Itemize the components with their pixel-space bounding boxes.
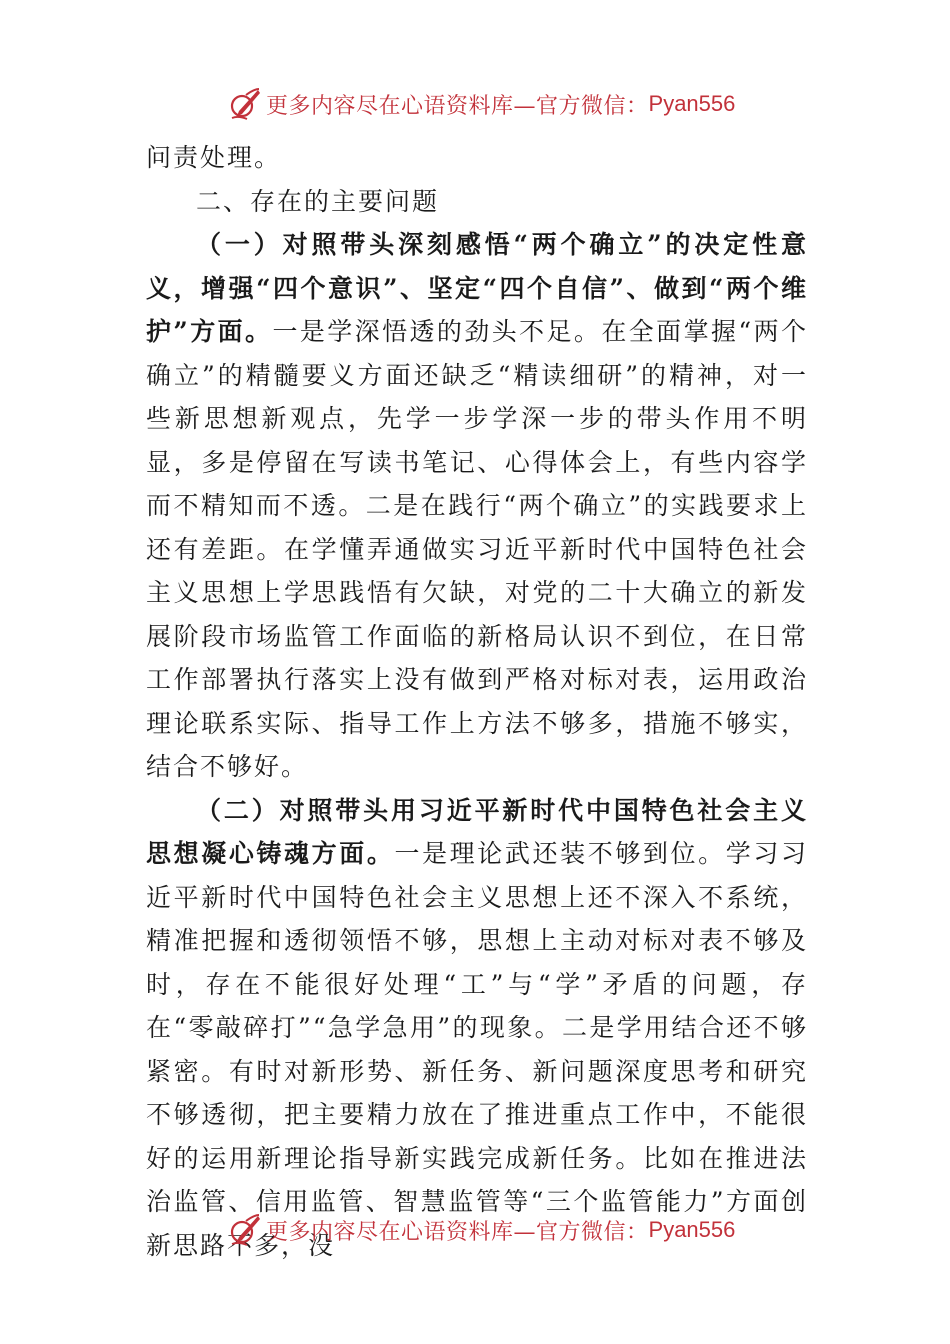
watermark-id: Pyan556 [648, 1217, 736, 1242]
watermark-id: Pyan556 [648, 91, 736, 116]
header-watermark [228, 84, 735, 124]
quill-pen-logo-icon [228, 86, 264, 122]
paragraph-intro: 问责处理。 [146, 143, 282, 172]
watermark-text: 更多内容尽在心语资料库—官方微信： [266, 93, 649, 119]
subsection-heading-one: （一）对照带头深刻感悟“两个确立”的决定性意义，增强“四个意识”、坚定“四个自信”、做到“两个维护”方面。 [146, 230, 808, 346]
paragraph-one-body: 一是学深悟透的劲头不足。在全面掌握“两个确立”的精髓要义方面还缺乏“精读细研”的精神，对一些新思想新观点，先学一步学深一步的带头作用不明显，多是停留在写读书笔记、心得体会上，有些内容学而不精知而不透。二是在践行“两个确立”的实践要求上还有差距。在学懂弄通做实习近平新时代中国特色社会主义思想上学思践悟有欠缺，对党的二十大确立的新发展阶段市场监管工作面临的新格局认识不到位，在日常工作部署执行落实上没有做到严格对标对表，运用政治理论联系实际、指导工作上方法不够多，措施不够实，结合不够好。 [146, 317, 808, 781]
paragraph-two-body: 一是理论武还装不够到位。学习习近平新时代中国特色社会主义思想上还不深入不系统，精准把握和透彻领悟不够，思想上主动对标对表不够及时，存在不能很好处理“工”与“学”矛盾的问题，存在“零敲碎打”“急学急用”的现象。二是学用结合还不够紧密。有时对新形势、新任务、新问题深度思考和研究不够透彻，把主要精力放在了推进重点工作中，不能很好的运用新理论指导新实践完成新任务。比如在推进法治监管、信用监管、智慧监管等“三个监管能力”方面创新思路不多，没 [146, 839, 808, 1260]
paragraph-one [146, 223, 808, 789]
watermark-text: 更多内容尽在心语资料库—官方微信： [266, 1219, 649, 1245]
quill-pen-logo-icon [228, 1212, 264, 1248]
footer-watermark [228, 1210, 735, 1250]
paragraph-two [146, 789, 808, 1268]
subsection-heading-two: （二）对照带头用习近平新时代中国特色社会主义思想凝心铸魂方面。 [146, 795, 808, 868]
document-body [146, 136, 808, 1267]
section-heading: 二、存在的主要问题 [196, 186, 440, 216]
